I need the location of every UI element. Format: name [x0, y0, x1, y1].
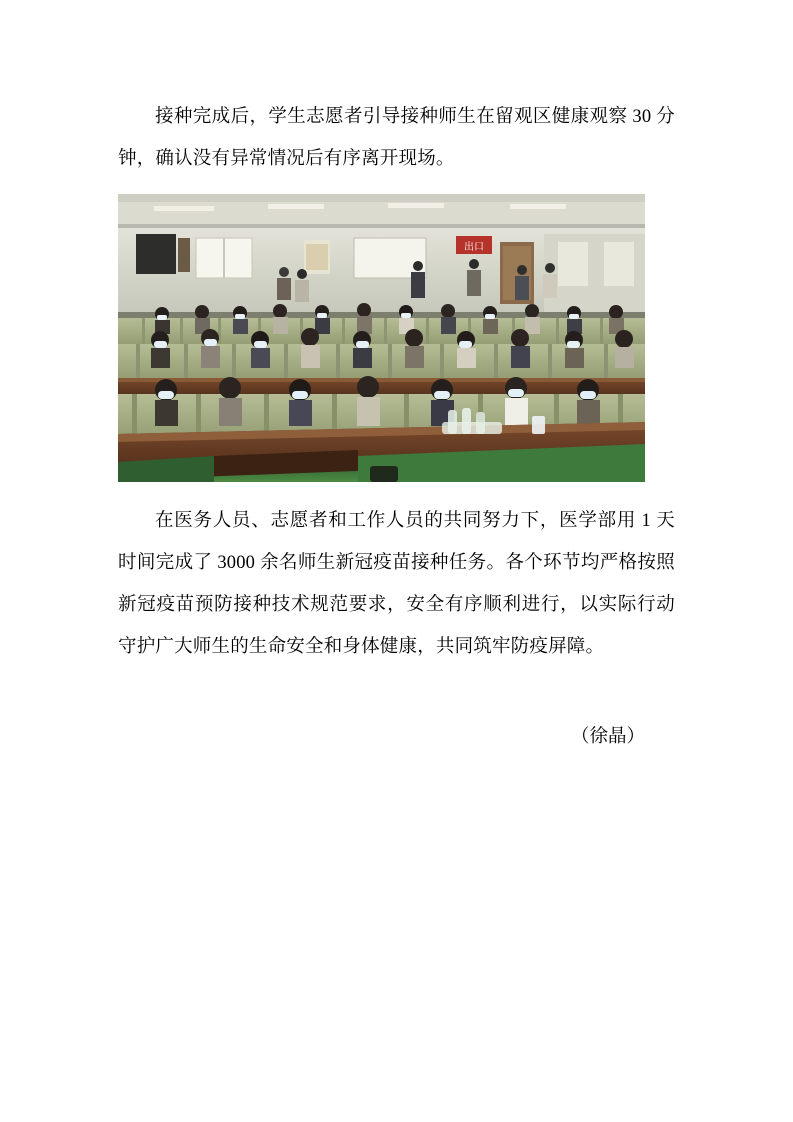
photo-auditorium-observation-area — [118, 194, 645, 482]
signature: （徐晶） — [570, 727, 645, 747]
svg-text:出口: 出口 — [464, 242, 484, 253]
paragraph-1: 接种完成后，学生志愿者引导接种师生在留观区健康观察 30 分钟，确认没有异常情况后有序离开现场。 — [118, 107, 675, 169]
paragraph-2: 在医务人员、志愿者和工作人员的共同努力下，医学部用 1 天时间完成了 3000 余名师生新冠疫苗接种任务。各个环节均严格按照新冠疫苗预防接种技术规范要求，安全有序顺利进行，以实际行动守护广大师生的生命安全和身体健康，共同筑牢防疫屏障。 — [118, 511, 675, 657]
photo-illustration — [118, 194, 645, 482]
